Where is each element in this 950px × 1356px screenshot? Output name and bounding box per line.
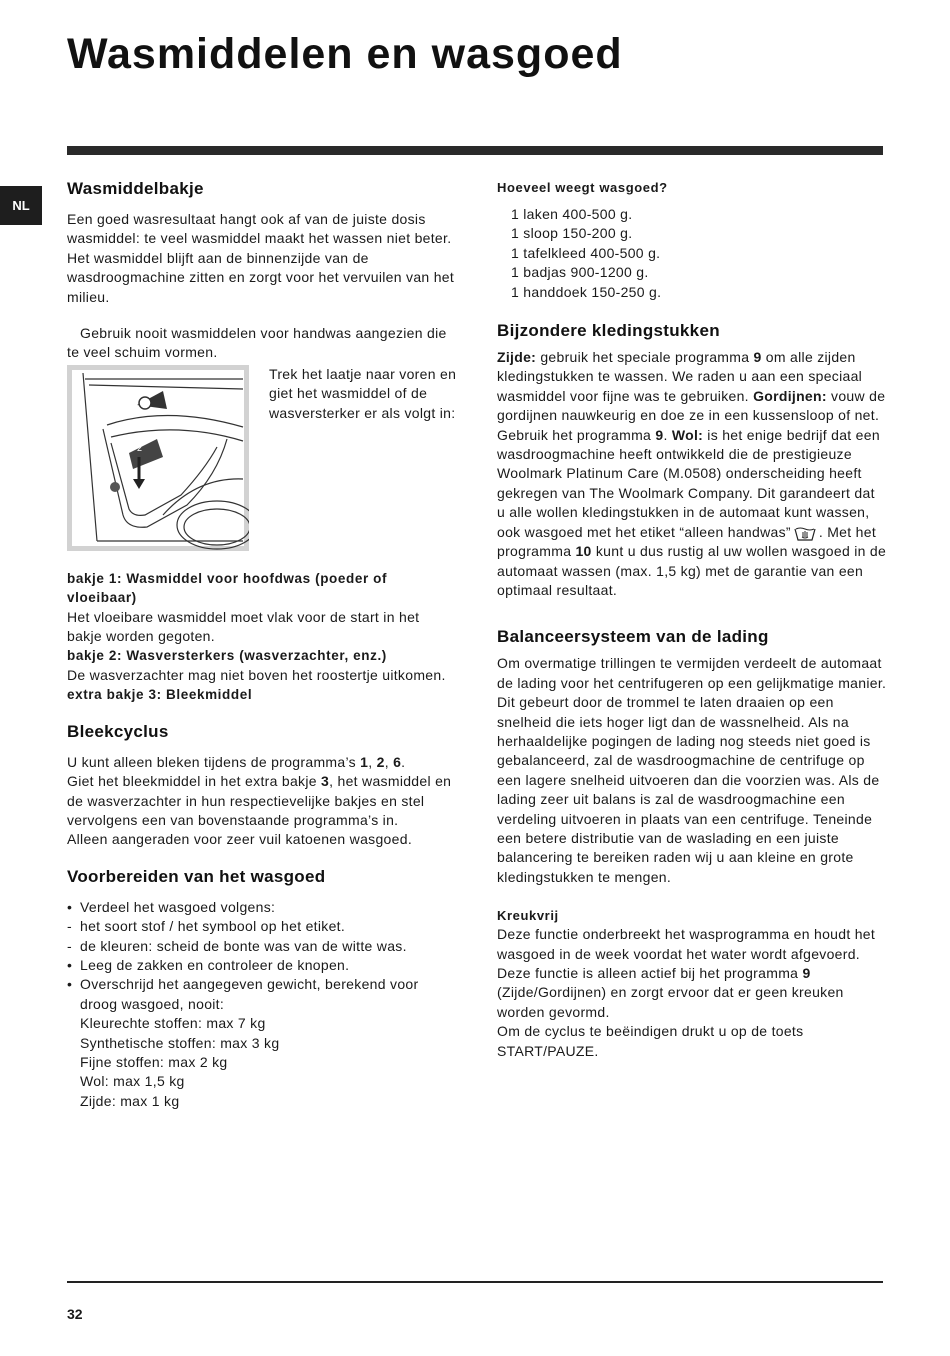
list-text: het soort stof / het symbool op het etiket.: [80, 918, 346, 935]
program-number: 9: [655, 426, 664, 443]
paragraph: Om de cyclus te beëindigen drukt u op de toets START/PAUZE.: [497, 1023, 804, 1059]
paragraph: Deze functie onderbreekt het wasprogramma en houdt het wasgoed in de week voordat het water wordt afgevoerd.: [497, 926, 876, 962]
list-text: Overschrijd het aangegeven gewicht, berekend voor droog wasgoed, nooit:: [80, 976, 419, 1012]
paragraph: Een goed wasresultaat hangt ook af van de juiste dosis wasmiddel: te veel wasmiddel maakt het wassen niet beter. Het wasmiddel blijft aan de binnenzijde van de wasdroogmachine zitten en zorgt voor het vervuilen van het milieu.: [67, 211, 455, 305]
text: , het wasmiddel en de wasverzachter in hun respectievelijke bakjes en stel vervolgens een van bovenstaande programma’s in.: [67, 773, 452, 828]
special-garments-paragraph: [497, 348, 887, 600]
heading-kreukvrij: Kreukvrij: [497, 908, 559, 924]
heading-bijzondere: Bijzondere kledingstukken: [497, 321, 720, 341]
bullet: •: [67, 898, 73, 915]
text: U kunt alleen bleken tijdens de programma’s: [67, 753, 361, 770]
program-number: 9: [753, 349, 762, 366]
language-tab: NL: [0, 186, 42, 225]
heading-weights: Hoeveel weegt wasgoed?: [497, 180, 668, 195]
page-number: 32: [67, 1306, 83, 1322]
bullet: •: [67, 956, 73, 973]
title-rule: [67, 146, 883, 155]
bullet: -: [67, 937, 72, 954]
heading-balanceersysteem: Balanceersysteem van de lading: [497, 627, 769, 647]
bleach-paragraph: [67, 753, 457, 831]
program-number: 6: [393, 753, 402, 770]
program-number: 2: [376, 753, 385, 770]
crease-program-paragraph: [497, 964, 887, 1022]
list-item: [67, 898, 457, 917]
heading-bleekcyclus: Bleekcyclus: [67, 721, 169, 741]
text: .: [401, 753, 406, 770]
drawer-instruction: Trek het laatje naar voren en giet het wasmiddel of de wasversterker er als volgt in:: [269, 365, 457, 421]
text: Giet het bleekmiddel in het extra bakje: [67, 773, 322, 790]
limit-item: Zijde: max 1 kg: [80, 1092, 180, 1109]
text: Deze functie is alleen actief bij het programma: [497, 965, 803, 981]
text: ,: [384, 753, 394, 770]
tray3-title: extra bakje 3: Bleekmiddel: [67, 687, 253, 703]
text: om alle zijden kledingstukken te wassen. We raden u aan een speciaal wasmiddel voor fijne was te gebruiken.: [497, 349, 863, 404]
program-number: 9: [802, 965, 811, 981]
drawer-figure-row: [67, 365, 457, 551]
tray2-text: De wasverzachter mag niet boven het roostertje uitkomen.: [67, 666, 446, 683]
limit-item: Synthetische stoffen: max 3 kg: [80, 1034, 280, 1051]
text: . Met het programma: [497, 523, 877, 560]
svg-text:2: 2: [137, 442, 143, 453]
text: vouw de gordijnen nauwkeurig en doe ze in een kussensloop of net. Gebruik het programma: [497, 387, 886, 443]
heading-voorbereiden: Voorbereiden van het wasgoed: [67, 866, 326, 886]
balance-paragraph: Om overmatige trillingen te vermijden verdeelt de automaat de lading voor het centrifugeren op een gelijkmatige manier. Dit gebeurt door de trommel te laten draaien op een snelheid die iets hoger ligt dan de wassnelheid. Als na herhaaldelijke pogingen de lading nog steeds niet goed is gebalanceerd, zal de wasdroogmachine de centrifuge op een lagere snelheid uitvoeren dan die voorzien was. Als de lading zeer uit balans is zal de wasdroogmachine een verdeling uitvoeren in plaats van een centrifuge. Teneinde een betere distributie van de waslading en een juiste balancering te bereiken raden wij u aan kleine en grote kledingstukken te mengen.: [497, 655, 887, 885]
weight-item: 1 sloop 150-200 g.: [511, 225, 633, 242]
weight-item: 1 handdoek 150-250 g.: [511, 283, 662, 300]
preparation-list: [67, 898, 457, 1014]
weight-limits: [67, 1014, 457, 1111]
tray-number: 3: [321, 773, 330, 790]
text: ,: [368, 753, 377, 770]
limit-item: Fijne stoffen: max 2 kg: [80, 1053, 228, 1070]
text: is het enige bedrijf dat een wasdroogmachine heeft ontwikkeld die de prestigieuze Woolmark Platinum Care (M.0508) onderscheiding heeft gekregen van The Woolmark Company. Dit garandeert dat u alle wollen kledingstukken in de automaat kunt wassen, ook wasgoed met het etiket “alleen handwas”: [497, 426, 880, 540]
text: kunt u dus rustig al uw wollen wasgoed in de automaat wassen (max. 1,5 kg) met de garantie van een optimaal resultaat.: [497, 543, 887, 598]
list-text: Leeg de zakken en controleer de knopen.: [80, 956, 350, 973]
program-number: 10: [575, 543, 592, 560]
page-title: Wasmiddelen en wasgoed: [67, 30, 623, 78]
program-number: 1: [360, 753, 369, 770]
list-item: [67, 917, 457, 936]
curtain-label: Gordijnen:: [753, 387, 827, 404]
limit-item: Wol: max 1,5 kg: [80, 1073, 185, 1090]
list-text: Verdeel het wasgoed volgens:: [80, 898, 276, 915]
list-item: [67, 956, 457, 975]
limit-item: Kleurechte stoffen: max 7 kg: [80, 1015, 266, 1032]
left-column: [67, 178, 457, 1111]
text: gebruik het speciale programma: [536, 349, 754, 366]
text: (Zijde/Gordijnen) en zorgt ervoor dat er geen kreuken worden gevormd.: [497, 984, 844, 1020]
bullet: •: [67, 976, 73, 993]
heading-wasmiddelbakje: Wasmiddelbakje: [67, 179, 204, 198]
wool-label: Wol:: [671, 426, 704, 443]
detergent-drawer-illustration: [67, 365, 249, 551]
silk-label: Zijde:: [497, 349, 537, 366]
weight-item: 1 laken 400-500 g.: [511, 206, 633, 222]
weight-item: 1 tafelkleed 400-500 g.: [511, 244, 661, 261]
footer-rule: [67, 1281, 883, 1283]
text: .: [663, 426, 668, 443]
list-text: de kleuren: scheid de bonte was van de witte was.: [80, 937, 407, 954]
list-item: [67, 975, 457, 1014]
bullet: -: [67, 918, 72, 935]
paragraph: Alleen aangeraden voor zeer vuil katoenen wasgoed.: [67, 831, 413, 848]
list-item: [67, 937, 457, 956]
paragraph: Gebruik nooit wasmiddelen voor handwas aangezien die te veel schuim vormen.: [67, 325, 447, 361]
tray1-title: bakje 1: Wasmiddel voor hoofdwas (poeder of vloeibaar): [67, 570, 388, 606]
weights-list: [497, 205, 887, 302]
tray2-title: bakje 2: Wasversterkers (wasverzachter, enz.): [67, 648, 387, 664]
right-column: [497, 178, 887, 1061]
tray1-text: Het vloeibare wasmiddel moet vlak voor de start in het bakje worden gegoten.: [67, 608, 420, 645]
weight-item: 1 badjas 900-1200 g.: [511, 264, 649, 281]
handwash-icon: [793, 524, 817, 542]
